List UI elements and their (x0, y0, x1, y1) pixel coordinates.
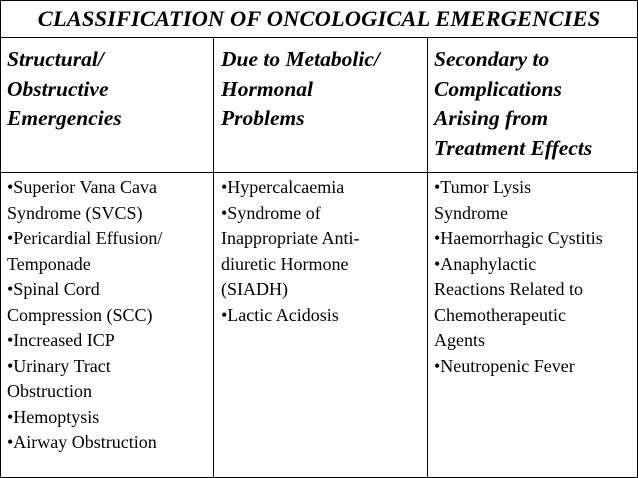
column-divider (213, 38, 214, 478)
header-divider (1, 172, 637, 173)
cell-treatment-list: •Tumor Lysis Syndrome •Haemorrhagic Cystitis •Anaphylactic Reactions Related to Chemotherapeutic Agents •Neutropenic Fever (434, 177, 603, 376)
header-metabolic: Due to Metabolic/ Hormonal Problems (221, 47, 380, 130)
header-treatment: Secondary to Complications Arising from Treatment Effects (434, 47, 593, 160)
column-divider (427, 38, 428, 478)
header-structural: Structural/ Obstructive Emergencies (7, 47, 122, 130)
cell-metabolic-list: •Hypercalcaemia •Syndrome of Inappropriate Anti- diuretic Hormone (SIADH) •Lactic Acidosis (221, 177, 360, 325)
cell-structural-list: •Superior Vana Cava Syndrome (SVCS) •Pericardial Effusion/ Temponade •Spinal Cord Compression (SCC) •Increased ICP •Urinary Tract Obstruction •Hemoptysis •Airway Obstruction (7, 177, 163, 452)
table-title: CLASSIFICATION OF ONCOLOGICAL EMERGENCIES (1, 1, 637, 38)
